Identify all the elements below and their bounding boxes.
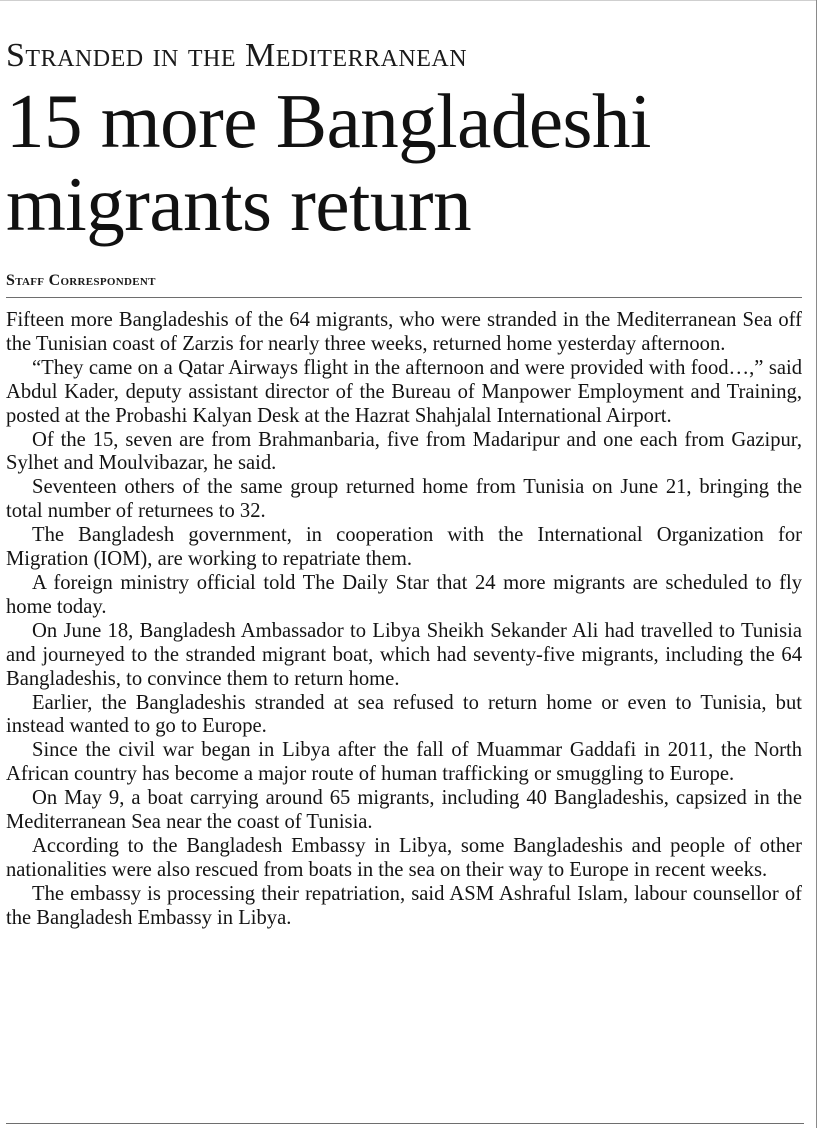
article-headline: 15 more Bangladeshi migrants return xyxy=(6,78,651,247)
news-article xyxy=(6,0,802,931)
byline-divider xyxy=(6,297,802,298)
article-paragraph: Fifteen more Bangladeshis of the 64 migrants, who were stranded in the Mediterranean Sea off the Tunisian coast of Zarzis for nearly three weeks, returned home yesterday afternoon. xyxy=(6,309,802,355)
article-paragraph: On June 18, Bangladesh Ambassador to Libya Sheikh Sekander Ali had travelled to Tunisia and journeyed to the stranded migrant boat, which had seventy-five migrants, including the 64 Bangladeshis, to convince them to return home. xyxy=(6,619,802,690)
article-bottom-rule xyxy=(6,1123,804,1124)
article-paragraph: “They came on a Qatar Airways flight in the afternoon and were provided with food…,” said Abdul Kader, deputy assistant director of the Bureau of Manpower Employment and Training, posted at the Probashi Kalyan Desk at the Hazrat Shahjalal International Airport. xyxy=(6,356,802,427)
article-paragraph: The Bangladesh government, in cooperation with the International Organization for Migration (IOM), are working to repatriate them. xyxy=(6,524,802,571)
article-kicker: Stranded in the Mediterranean xyxy=(6,37,468,74)
article-paragraph: Of the 15, seven are from Brahmanbaria, five from Madaripur and one each from Gazipur, Sylhet and Moulvibazar, he said. xyxy=(6,428,802,475)
article-paragraph: According to the Bangladesh Embassy in Libya, some Bangladeshis and people of other nationalities were also rescued from boats in the sea on their way to Europe in recent weeks. xyxy=(6,834,802,881)
column-right-rule xyxy=(816,0,817,1128)
article-paragraph: Earlier, the Bangladeshis stranded at sea refused to return home or even to Tunisia, but instead wanted to go to Europe. xyxy=(6,691,802,738)
article-paragraph: The embassy is processing their repatriation, said ASM Ashraful Islam, labour counsellor of the Bangladesh Embassy in Libya. xyxy=(6,882,802,929)
article-paragraph: On May 9, a boat carrying around 65 migrants, including 40 Bangladeshis, capsized in the Mediterranean Sea near the coast of Tunisia. xyxy=(6,787,802,834)
article-paragraph: Since the civil war began in Libya after the fall of Muammar Gaddafi in 2011, the North African country has become a major route of human trafficking or smuggling to Europe. xyxy=(6,739,802,786)
article-paragraph: A foreign ministry official told The Daily Star that 24 more migrants are scheduled to fly home today. xyxy=(6,571,802,618)
article-body xyxy=(6,309,802,931)
article-byline: Staff Correspondent xyxy=(6,272,156,289)
article-paragraph: Seventeen others of the same group returned home from Tunisia on June 21, bringing the total number of returnees to 32. xyxy=(6,476,802,523)
